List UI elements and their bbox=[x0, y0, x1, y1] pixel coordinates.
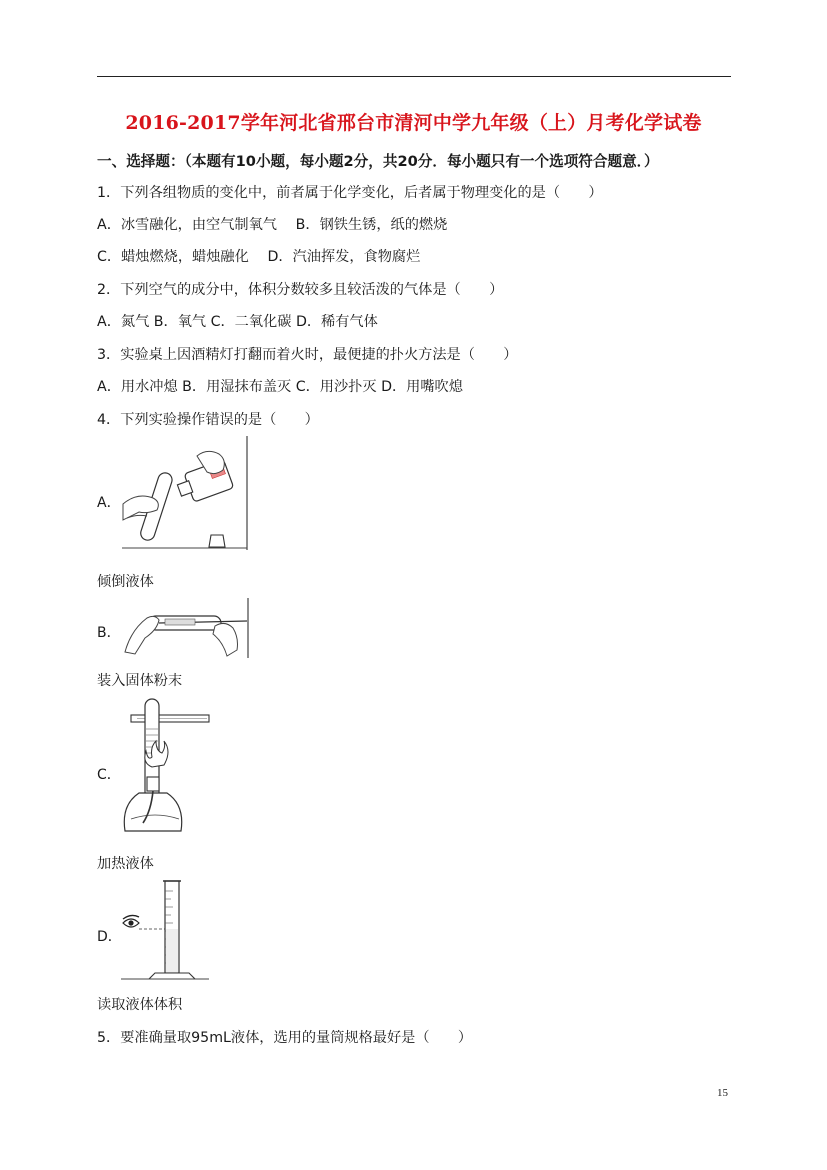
heating-liquid-figure bbox=[119, 695, 211, 837]
section-heading: 一、选择题：（本题有10小题，每小题2分，共20分．每小题只有一个选项符合题意．） bbox=[97, 153, 659, 170]
question-2-option-line: A．氮气 B．氧气 C．二氧化碳 D．稀有气体 bbox=[97, 314, 378, 330]
option-c-caption: 加热液体 bbox=[97, 856, 154, 872]
question-3-option-line: A．用水冲熄 B．用湿抹布盖灭 C．用沙扑灭 D．用嘴吹熄 bbox=[97, 379, 463, 395]
exam-title: 2016-2017学年河北省邢台市清河中学九年级（上）月考化学试卷 bbox=[125, 112, 702, 134]
question-5-stem: 5．要准确量取95mL液体，选用的量筒规格最好是（ ） bbox=[97, 1030, 473, 1046]
header-rule bbox=[97, 76, 731, 77]
option-b-caption: 装入固体粉末 bbox=[97, 673, 183, 689]
pouring-liquid-figure bbox=[119, 434, 252, 552]
option-c-label: C． bbox=[97, 767, 121, 783]
question-2-stem: 2．下列空气的成分中，体积分数较多且较活泼的气体是（ ） bbox=[97, 282, 504, 298]
question-1-option-line: C．蜡烛燃烧，蜡烛融化 D．汽油挥发，食物腐烂 bbox=[97, 249, 421, 265]
option-d-caption: 读取液体体积 bbox=[97, 997, 183, 1013]
option-d-label: D． bbox=[97, 929, 122, 945]
question-3-stem: 3．实验桌上因酒精灯打翻而着火时，最便捷的扑火方法是（ ） bbox=[97, 347, 518, 363]
powder-loading-figure bbox=[119, 596, 252, 660]
option-b-label: B． bbox=[97, 625, 121, 641]
page-number: 15 bbox=[717, 1087, 728, 1099]
question-4-stem: 4．下列实验操作错误的是（ ） bbox=[97, 412, 319, 428]
question-1-stem: 1．下列各组物质的变化中，前者属于化学变化，后者属于物理变化的是（ ） bbox=[97, 185, 603, 201]
option-a-label: A． bbox=[97, 495, 121, 511]
question-1-option-line: A．冰雪融化，由空气制氧气 B．钢铁生锈，纸的燃烧 bbox=[97, 217, 448, 233]
graduated-cylinder-figure bbox=[119, 877, 211, 982]
option-a-caption: 倾倒液体 bbox=[97, 574, 154, 590]
